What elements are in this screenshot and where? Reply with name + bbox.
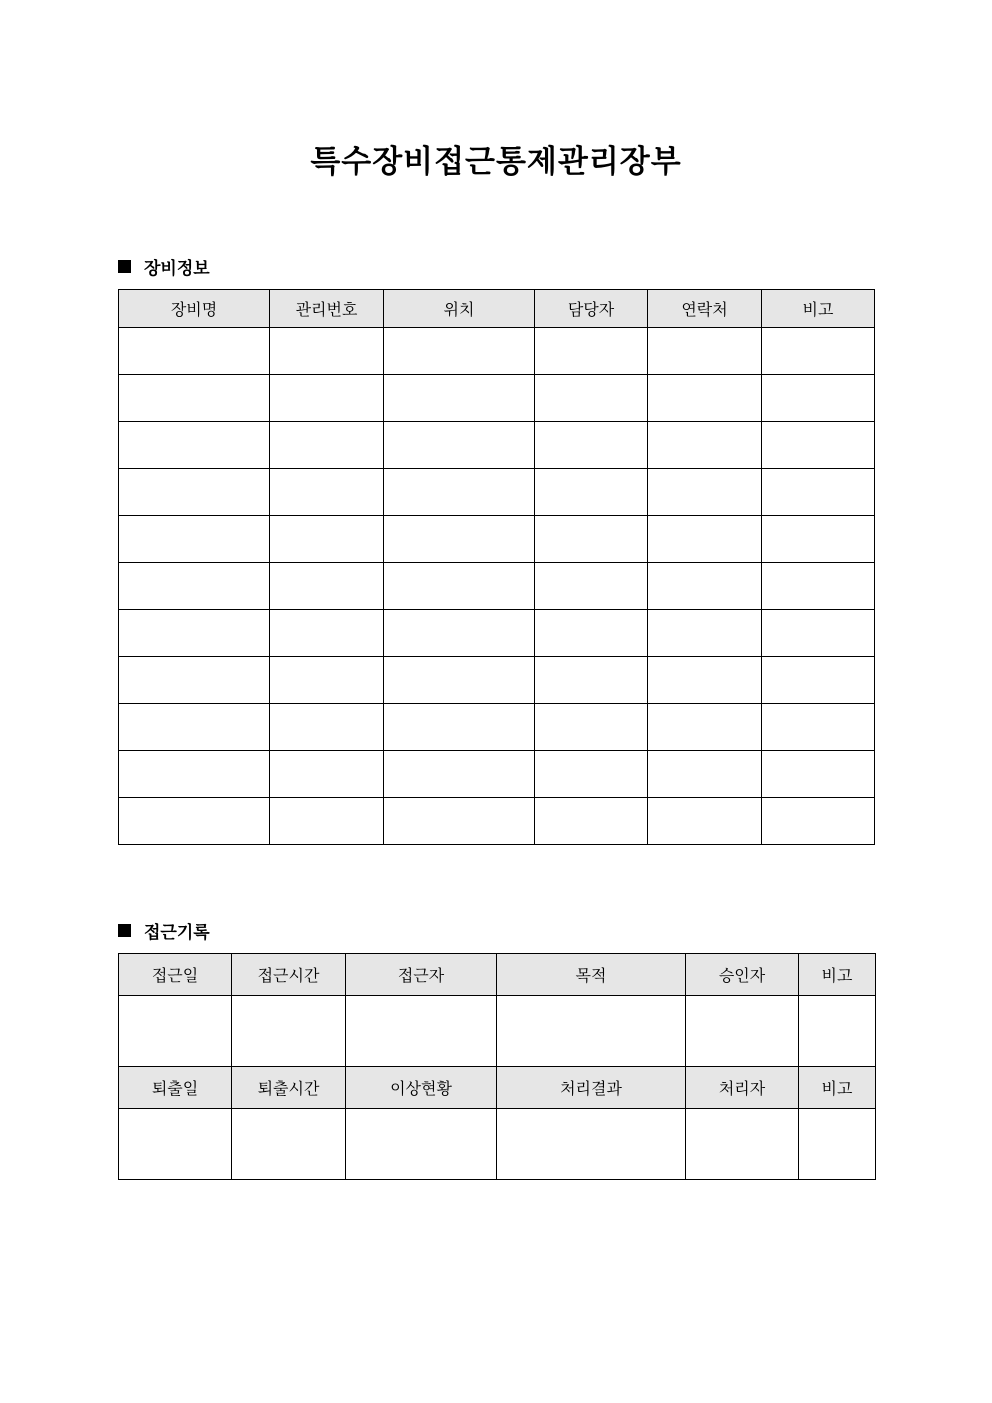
- table-cell[interactable]: [384, 704, 535, 751]
- table-cell[interactable]: [119, 704, 270, 751]
- table-cell[interactable]: [762, 563, 875, 610]
- entry-date-cell[interactable]: [119, 996, 232, 1067]
- table-cell[interactable]: [384, 469, 535, 516]
- exit-data-row: [119, 1109, 876, 1180]
- entry-time-cell[interactable]: [232, 996, 346, 1067]
- column-header: 비고: [799, 1067, 876, 1109]
- access-record-table: [118, 953, 876, 1180]
- table-row: [119, 657, 875, 704]
- table-cell[interactable]: [535, 516, 648, 563]
- table-row: [119, 610, 875, 657]
- table-cell[interactable]: [270, 516, 384, 563]
- table-cell[interactable]: [535, 798, 648, 845]
- exit-remarks-cell[interactable]: [799, 1109, 876, 1180]
- column-header: 비고: [762, 290, 875, 328]
- column-header: 위치: [384, 290, 535, 328]
- table-cell[interactable]: [762, 704, 875, 751]
- table-cell[interactable]: [270, 469, 384, 516]
- table-cell[interactable]: [119, 375, 270, 422]
- purpose-cell[interactable]: [497, 996, 686, 1067]
- column-header: 이상현황: [346, 1067, 497, 1109]
- table-cell[interactable]: [119, 610, 270, 657]
- table-cell[interactable]: [535, 375, 648, 422]
- table-cell[interactable]: [384, 751, 535, 798]
- entry-data-row: [119, 996, 876, 1067]
- table-cell[interactable]: [119, 469, 270, 516]
- table-cell[interactable]: [648, 422, 762, 469]
- table-cell[interactable]: [762, 751, 875, 798]
- column-header: 접근시간: [232, 954, 346, 996]
- table-cell[interactable]: [762, 610, 875, 657]
- table-cell[interactable]: [648, 798, 762, 845]
- equipment-header-row: [119, 290, 875, 328]
- column-header: 접근자: [346, 954, 497, 996]
- column-header: 연락처: [648, 290, 762, 328]
- table-cell[interactable]: [535, 704, 648, 751]
- table-row: [119, 328, 875, 375]
- table-cell[interactable]: [535, 657, 648, 704]
- table-cell[interactable]: [270, 422, 384, 469]
- table-cell[interactable]: [762, 469, 875, 516]
- column-header: 목적: [497, 954, 686, 996]
- table-cell[interactable]: [648, 469, 762, 516]
- column-header: 퇴출일: [119, 1067, 232, 1109]
- table-row: [119, 751, 875, 798]
- table-cell[interactable]: [648, 610, 762, 657]
- column-header: 장비명: [119, 290, 270, 328]
- table-cell[interactable]: [384, 328, 535, 375]
- table-cell[interactable]: [270, 798, 384, 845]
- handler-cell[interactable]: [686, 1109, 799, 1180]
- exit-time-cell[interactable]: [232, 1109, 346, 1180]
- equipment-table: [118, 289, 875, 845]
- table-cell[interactable]: [270, 563, 384, 610]
- column-header: 퇴출시간: [232, 1067, 346, 1109]
- table-cell[interactable]: [384, 516, 535, 563]
- table-cell[interactable]: [648, 704, 762, 751]
- table-row: [119, 704, 875, 751]
- table-cell[interactable]: [270, 704, 384, 751]
- table-cell[interactable]: [648, 375, 762, 422]
- table-row: [119, 375, 875, 422]
- table-cell[interactable]: [535, 469, 648, 516]
- column-header: 관리번호: [270, 290, 384, 328]
- accessor-cell[interactable]: [346, 996, 497, 1067]
- column-header: 처리결과: [497, 1067, 686, 1109]
- square-bullet-icon: [118, 924, 131, 937]
- column-header: 승인자: [686, 954, 799, 996]
- table-cell[interactable]: [270, 657, 384, 704]
- table-cell[interactable]: [119, 563, 270, 610]
- approver-cell[interactable]: [686, 996, 799, 1067]
- table-cell[interactable]: [535, 422, 648, 469]
- access-section-label: 접근기록: [144, 923, 210, 943]
- table-cell[interactable]: [535, 610, 648, 657]
- table-cell[interactable]: [119, 751, 270, 798]
- page-title: 특수장비접근통제관리장부: [310, 144, 682, 180]
- anomaly-cell[interactable]: [346, 1109, 497, 1180]
- table-cell[interactable]: [119, 328, 270, 375]
- table-cell[interactable]: [648, 751, 762, 798]
- result-cell[interactable]: [497, 1109, 686, 1180]
- table-cell[interactable]: [384, 563, 535, 610]
- table-cell[interactable]: [535, 563, 648, 610]
- table-cell[interactable]: [762, 798, 875, 845]
- access-section-heading: [118, 918, 210, 943]
- equipment-section-label: 장비정보: [144, 259, 210, 279]
- table-row: [119, 422, 875, 469]
- table-cell[interactable]: [648, 516, 762, 563]
- table-cell[interactable]: [270, 610, 384, 657]
- table-cell[interactable]: [384, 798, 535, 845]
- column-header: 접근일: [119, 954, 232, 996]
- table-cell[interactable]: [535, 328, 648, 375]
- table-cell[interactable]: [384, 375, 535, 422]
- column-header: 담당자: [535, 290, 648, 328]
- table-row: [119, 798, 875, 845]
- exit-header-row: [119, 1067, 876, 1109]
- column-header: 비고: [799, 954, 876, 996]
- table-cell[interactable]: [119, 516, 270, 563]
- exit-date-cell[interactable]: [119, 1109, 232, 1180]
- table-cell[interactable]: [762, 516, 875, 563]
- equipment-section-heading: [118, 254, 210, 279]
- table-cell[interactable]: [384, 657, 535, 704]
- table-cell[interactable]: [648, 328, 762, 375]
- table-row: [119, 563, 875, 610]
- table-cell[interactable]: [535, 751, 648, 798]
- table-row: [119, 469, 875, 516]
- table-cell[interactable]: [762, 375, 875, 422]
- table-cell[interactable]: [762, 657, 875, 704]
- table-cell[interactable]: [762, 328, 875, 375]
- table-cell[interactable]: [119, 422, 270, 469]
- entry-remarks-cell[interactable]: [799, 996, 876, 1067]
- table-row: [119, 516, 875, 563]
- table-cell[interactable]: [648, 563, 762, 610]
- table-cell[interactable]: [119, 657, 270, 704]
- table-cell[interactable]: [384, 422, 535, 469]
- square-bullet-icon: [118, 260, 131, 273]
- table-cell[interactable]: [762, 422, 875, 469]
- table-cell[interactable]: [119, 798, 270, 845]
- table-cell[interactable]: [270, 751, 384, 798]
- entry-header-row: [119, 954, 876, 996]
- table-cell[interactable]: [648, 657, 762, 704]
- table-cell[interactable]: [270, 375, 384, 422]
- column-header: 처리자: [686, 1067, 799, 1109]
- table-cell[interactable]: [384, 610, 535, 657]
- table-cell[interactable]: [270, 328, 384, 375]
